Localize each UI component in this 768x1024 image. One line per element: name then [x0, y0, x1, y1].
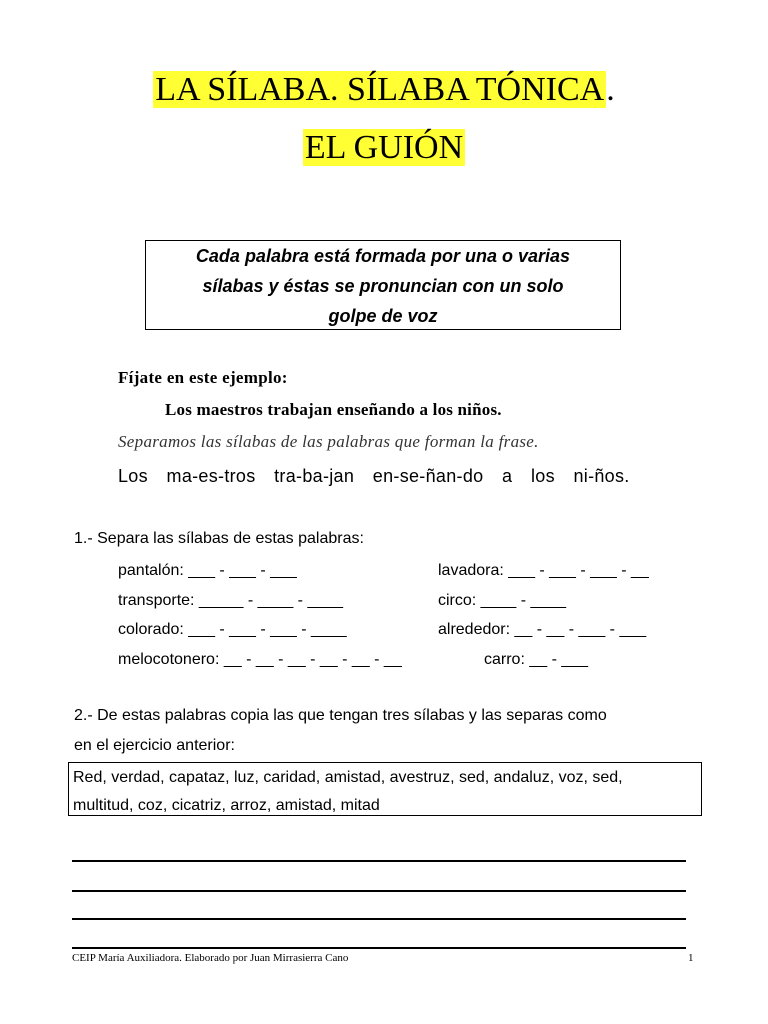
example-instruction: Separamos las sílabas de las palabras que forman la frase.	[118, 432, 539, 451]
exercise1-item: colorado: ___ - ___ - ___ - ____	[118, 621, 347, 638]
answer-line	[72, 947, 686, 949]
title-line-1: LA SÍLABA. SÍLABA TÓNICA	[155, 71, 605, 108]
answer-line	[72, 918, 686, 920]
definition-box	[145, 240, 621, 330]
page-subtitle	[0, 128, 768, 168]
exercise1-item: pantalón: ___ - ___ - ___	[118, 562, 297, 579]
exercise1-item: alrededor: __ - __ - ___ - ___	[438, 621, 647, 638]
definition-line-1: Cada palabra está formada por una o varias	[195, 246, 571, 266]
example-sentence: Los maestros trabajan enseñando a los niños.	[165, 400, 502, 419]
page-title	[0, 70, 768, 110]
exercise2-heading-line-1: 2.- De estas palabras copia las que tengan tres sílabas y las separas como	[74, 707, 607, 724]
title-period: .	[606, 71, 615, 108]
word-list-line-2: multitud, coz, cicatriz, arroz, amistad, mitad	[73, 797, 380, 814]
example-separated: Los ma-es-tros tra-ba-jan en-se-ñan-do a los ni-ños.	[118, 466, 630, 486]
exercise1-item: lavadora: ___ - ___ - ___ - __	[438, 562, 649, 579]
exercise1-item: transporte: _____ - ____ - ____	[118, 592, 344, 609]
page-number: 1	[688, 952, 694, 964]
title-line-2: EL GUIÓN	[304, 129, 464, 166]
exercise1-item: circo: ____ - ____	[438, 592, 567, 609]
word-list-line-1: Red, verdad, capataz, luz, caridad, amistad, avestruz, sed, andaluz, voz, sed,	[73, 769, 623, 786]
example-intro: Fíjate en este ejemplo:	[118, 368, 288, 387]
answer-line	[72, 860, 686, 862]
exercise1-item: carro: __ - ___	[484, 651, 589, 668]
definition-line-2: sílabas y éstas se pronuncian con un solo	[202, 276, 564, 296]
exercise1-heading: 1.- Separa las sílabas de estas palabras:	[74, 530, 364, 547]
word-list-box	[68, 762, 702, 816]
definition-line-3: golpe de voz	[328, 306, 438, 326]
exercise2-heading-line-2: en el ejercicio anterior:	[74, 737, 235, 754]
exercise1-item: melocotonero: __ - __ - __ - __ - __ - __	[118, 651, 402, 668]
footer-credit: CEIP María Auxiliadora. Elaborado por Juan Mirrasierra Cano	[72, 952, 349, 964]
answer-line	[72, 890, 686, 892]
